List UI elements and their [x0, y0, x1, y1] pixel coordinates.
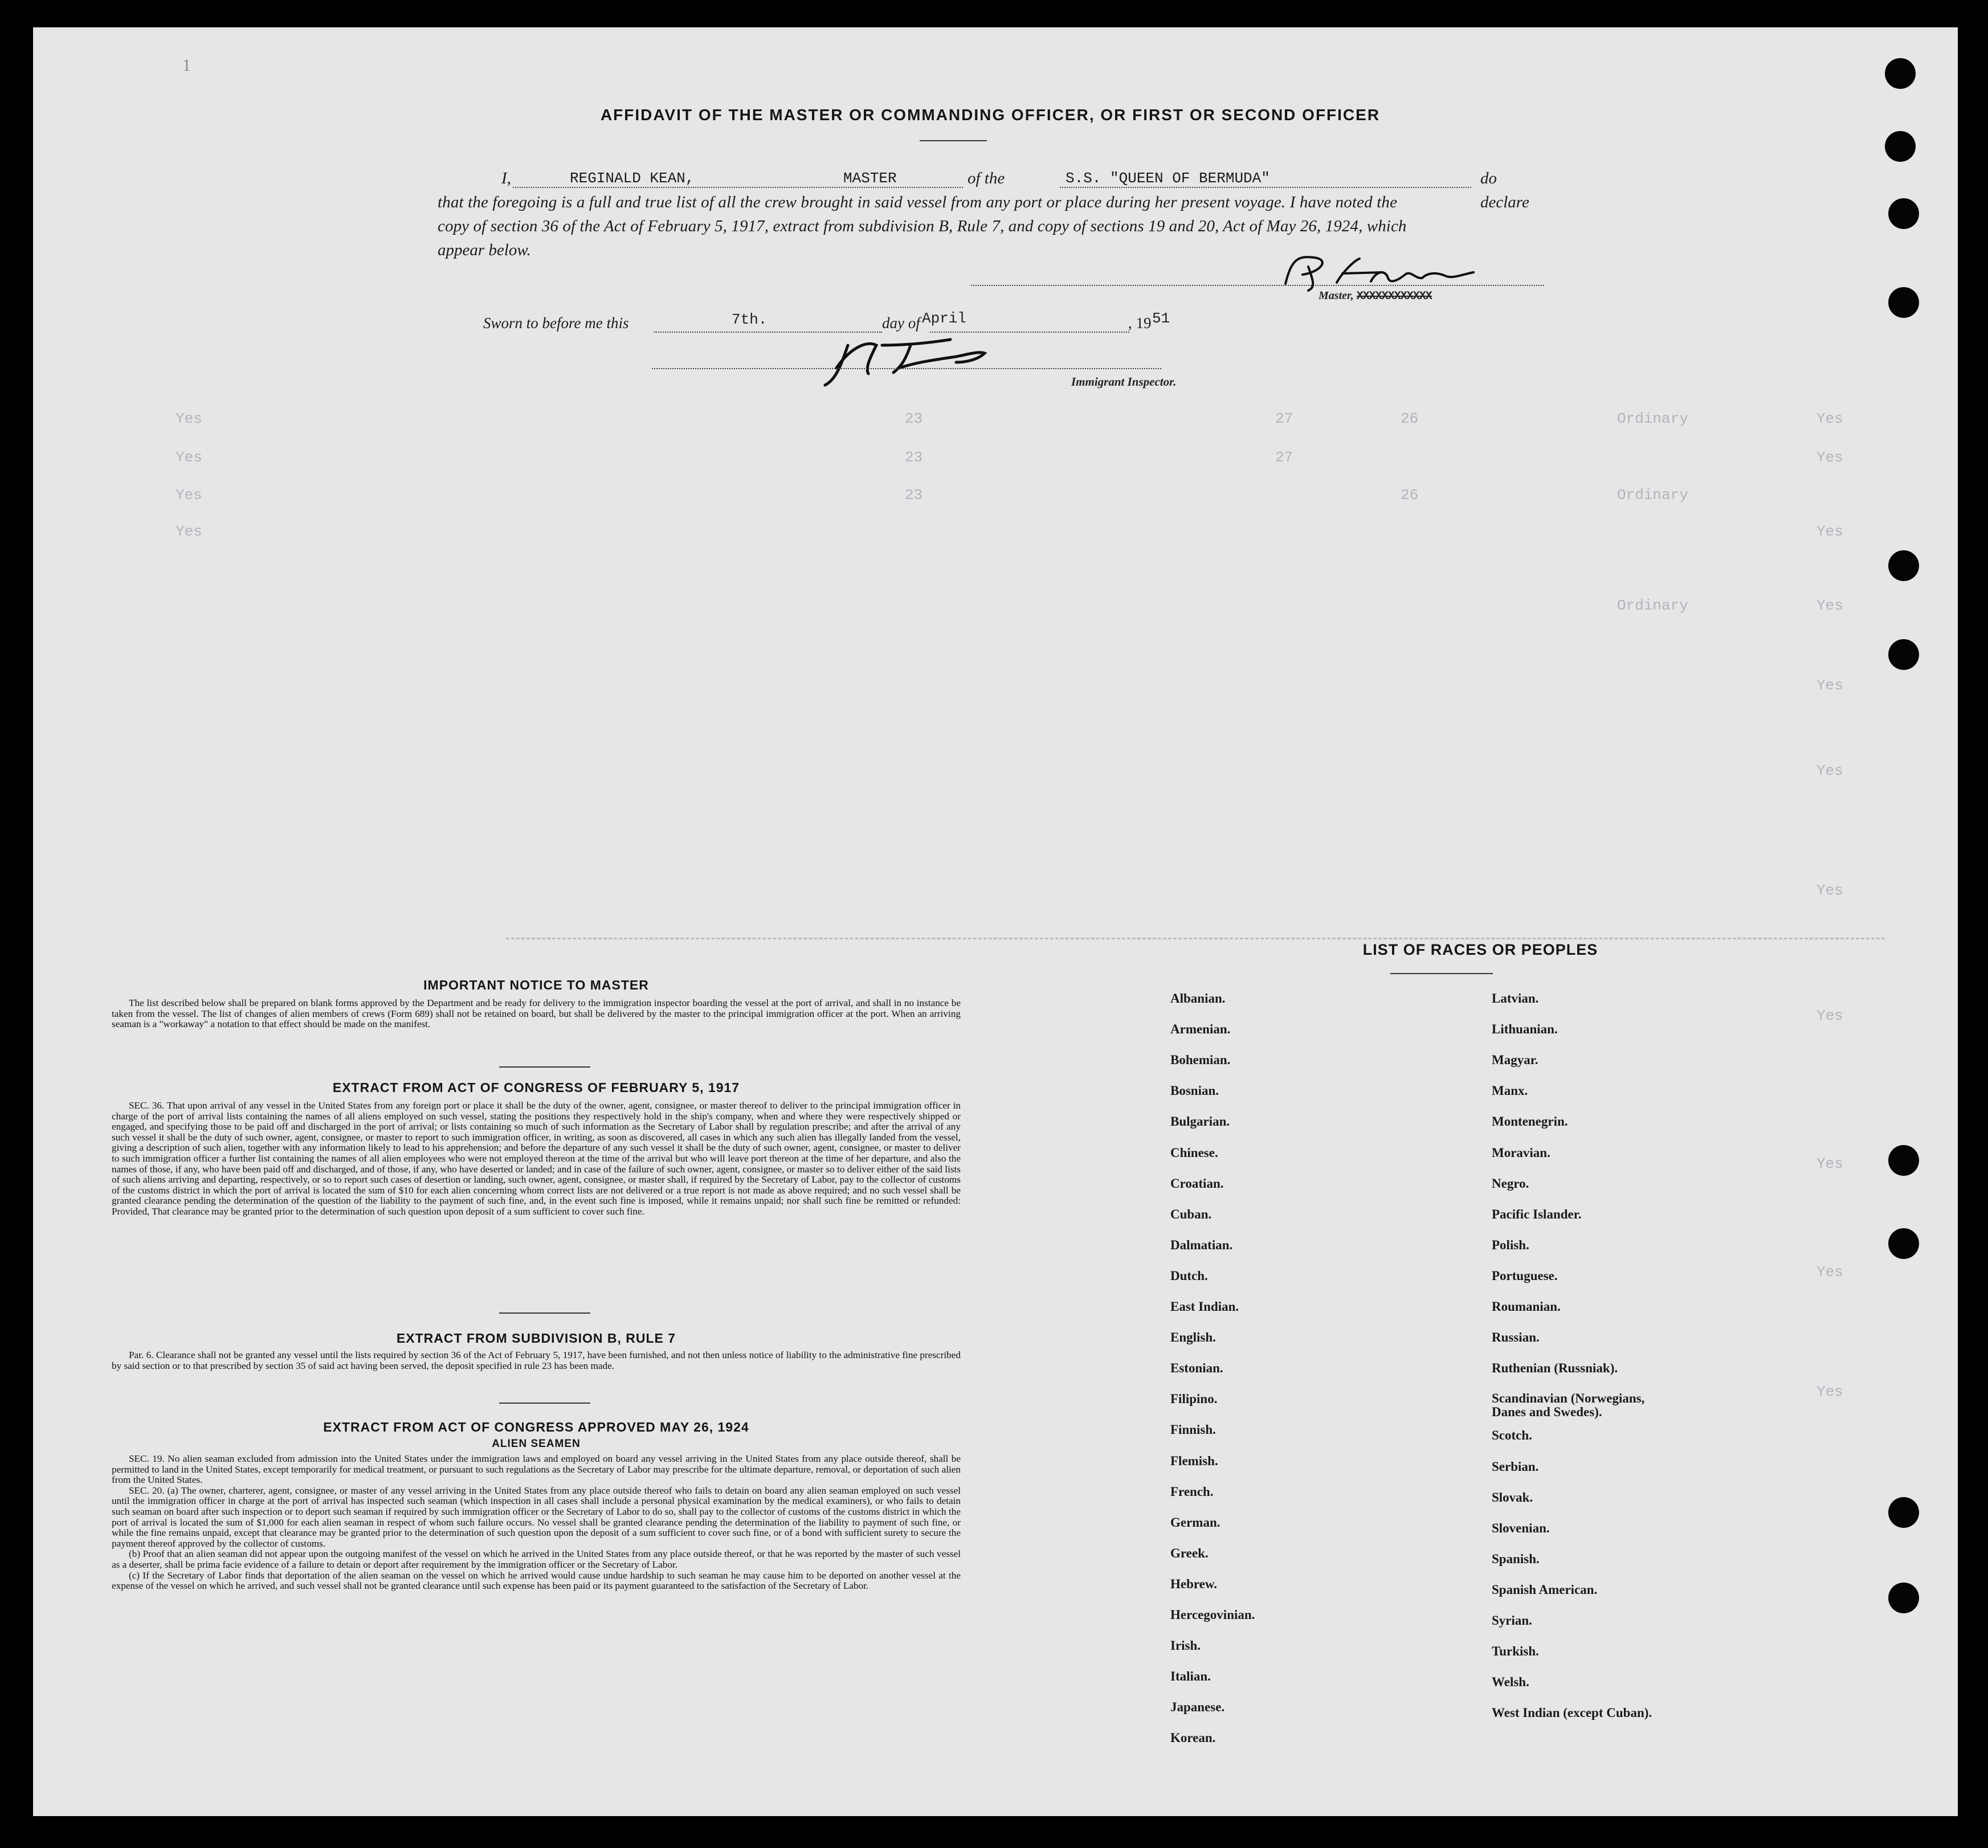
inspector-caption: Immigrant Inspector.	[1071, 375, 1177, 389]
par-6-text: Par. 6. Clearance shall not be granted any vessel until the lists required by section 36 of the Act of February 5, 1917, have been furnished, and not then unless notice of liability to the administrative fine prescribed by said section or to that prescribed by section 35 of said act having been served, the deposit specified in rule 23 has been made.	[112, 1350, 961, 1371]
vessel-name: S.S. "QUEEN OF BERMUDA"	[1066, 170, 1270, 187]
race-item: Bosnian.	[1170, 1084, 1219, 1098]
race-item: Latvian.	[1492, 991, 1539, 1005]
race-item: Bohemian.	[1170, 1053, 1231, 1068]
race-item: Russian.	[1492, 1330, 1540, 1345]
race-item: Dutch.	[1170, 1268, 1208, 1283]
race-item: Serbian.	[1492, 1459, 1539, 1474]
sec-20a-text: SEC. 20. (a) The owner, charterer, agent, consignee, or master of any vessel arriving in the United States from any place outside thereof who fails to detain on board any alien seaman employed on such vessel until the immigration officer in charge at the port of arrival has inspected such seaman (which inspection in all cases shall include a personal physical examination by the medical examiners), or who fails to detain such seaman on board after such inspection or to deport such seaman if required by such immigration officer or the Secretary of Labor to do so, shall pay to the collector of customs of the customs district in which the port of arrival is located the sum of $1,000 for each alien seaman in respect of whom such failure occurs. No vessel shall be granted clearance pending the determination of the liability to payment of such fine, or while the fine remains unpaid, except that clearance may be granted prior to the determination of such question upon the deposit of a sum sufficient to cover such fine, or of a bond with sufficient surety to secure the payment thereof approved by the collector of customs.	[112, 1485, 961, 1549]
sec-20c-text: (c) If the Secretary of Labor finds that deportation of the alien seaman on the vessel on which he arrived would cause undue hardship to such seaman he may cause him to be deported on another vessel at the expense of the vessel on which he arrived, and such vessel shall not be granted clearance until such expense has been paid or its payment guaranteed to the satisfaction of the Secretary of Labor.	[112, 1569, 961, 1592]
sworn-month: April	[922, 310, 967, 327]
race-item: Scotch.	[1492, 1428, 1532, 1443]
race-item: Finnish.	[1170, 1422, 1216, 1437]
do-declare-label: do declare	[1480, 169, 1529, 211]
race-item: Filipino.	[1170, 1392, 1218, 1407]
race-item: Greek.	[1170, 1546, 1209, 1560]
race-item: Polish.	[1492, 1237, 1529, 1252]
master-rank: MASTER	[843, 170, 897, 187]
binder-hole	[1888, 639, 1919, 670]
race-item: Irish.	[1170, 1638, 1201, 1653]
day-of-label: day of	[882, 314, 920, 332]
race-item: Syrian.	[1492, 1613, 1532, 1628]
race-item: Albanian.	[1170, 991, 1226, 1005]
race-item: Hebrew.	[1170, 1576, 1217, 1591]
sworn-year: 51	[1152, 310, 1170, 327]
year-prefix: , 19	[1128, 314, 1152, 332]
binder-hole	[1888, 1497, 1919, 1528]
race-item: Moravian.	[1492, 1145, 1550, 1160]
binder-hole	[1888, 1228, 1919, 1259]
race-item: Lithuanian.	[1492, 1022, 1558, 1037]
sworn-day: 7th.	[732, 311, 768, 328]
sec-19-text: SEC. 19. No alien seaman excluded from admission into the United States under the immigration laws and employed on board any vessel arriving in the United States from any place outside thereof, shall be permitted to land in the United States, except temporarily for medical treatment, or pursuant to such regulations as the Secretary of Labor may prescribe for the ultimate departure, removal, or deportation of such alien from the United States.	[112, 1453, 961, 1486]
of-the-label: of the	[968, 169, 1005, 187]
inspector-line	[652, 368, 1161, 369]
races-heading: LIST OF RACES OR PEOPLES	[1362, 941, 1598, 958]
binder-hole	[1888, 1145, 1919, 1176]
races-divider	[1390, 973, 1493, 974]
declaration-line-2: that the foregoing is a full and true list of all the crew brought in said vessel from any port or place during her present voyage. I have noted the	[438, 193, 1398, 211]
race-item: French.	[1170, 1484, 1214, 1499]
race-item: Cuban.	[1170, 1207, 1212, 1221]
race-item: Turkish.	[1492, 1644, 1539, 1659]
notice-body	[112, 998, 961, 1030]
race-item: Magyar.	[1492, 1053, 1538, 1068]
race-item: Montenegrin.	[1492, 1114, 1568, 1129]
race-item: Slovak.	[1492, 1490, 1533, 1504]
master-caption	[1318, 289, 1432, 303]
binder-hole	[1888, 287, 1919, 318]
struck-title: XXXXXXXXXXXX	[1356, 290, 1432, 303]
extract-1917-body	[112, 1101, 961, 1217]
section-divider	[499, 1313, 590, 1314]
race-item: Croatian.	[1170, 1176, 1224, 1191]
binder-hole	[1888, 550, 1919, 581]
race-item: Pacific Islander.	[1492, 1207, 1582, 1221]
binder-hole	[1885, 58, 1916, 89]
race-item: Flemish.	[1170, 1453, 1218, 1468]
master-name: REGINALD KEAN,	[570, 170, 695, 187]
affidavit-heading: AFFIDAVIT OF THE MASTER OR COMMANDING OFFICER, OR FIRST OR SECOND OFFICER	[600, 106, 1381, 124]
race-item: East Indian.	[1170, 1299, 1239, 1314]
sworn-label: Sworn to before me this	[483, 314, 629, 332]
race-item: Korean.	[1170, 1731, 1216, 1745]
extract-1924-body	[112, 1454, 961, 1592]
race-item: Spanish American.	[1492, 1582, 1598, 1597]
extract-1917-heading: EXTRACT FROM ACT OF CONGRESS OF FEBRUARY 5, 1917	[332, 1080, 740, 1095]
binder-hole	[1888, 198, 1919, 229]
binder-hole	[1885, 131, 1916, 162]
race-item: German.	[1170, 1515, 1220, 1530]
master-caption-label: Master,	[1318, 289, 1354, 302]
race-item: English.	[1170, 1330, 1216, 1345]
notice-text: The list described below shall be prepared on blank forms approved by the Department and be ready for delivery to the immigration inspector boarding the vessel at the port of arrival, and shall in no instance be taken from the vessel. The list of changes of alien members of crews (Form 689) shall not be retained on board, but shall be delivered by the master to the principal immigration officer at the port. When an arriving seaman is a "workaway" a notation to that effect should be made on the manifest.	[112, 997, 961, 1030]
race-item: Bulgarian.	[1170, 1114, 1230, 1129]
race-item: Negro.	[1492, 1176, 1529, 1191]
race-item: Portuguese.	[1492, 1268, 1558, 1283]
sec-36-text: SEC. 36. That upon arrival of any vessel in the United States from any foreign port or place it shall be the duty of the owner, agent, consignee, or master thereof to deliver to the principal immigration officer in charge of the port of arrival lists containing the names of all aliens employed on such vessel, stating the positions they respectively hold in the ship's company, when and where they were respectively shipped or engaged, and specifying those to be paid off and discharged in the port of arrival; or lists containing so much of such information as the Secretary of Labor shall by regulation prescribe; and after the arrival of any such vessel it shall be the duty of such owner, agent, consignee, or master to report to such immigration officer, in writing, as soon as discovered, all cases in which any such alien has illegally landed from the vessel, giving a description of such alien, together with any information likely to lead to his apprehension; and before the departure of any such vessel it shall be the duty of such owner, agent, consignee, or master to deliver to such immigration officer a further list containing the names of all alien employees who were not employed thereon at the time of the arrival but who will leave port thereon at the time of her departure, and also the names of those, if any, who have been paid off and discharged, and of those, if any, who have deserted or landed; and in case of the failure of such owner, agent, consignee, or master so to deliver either of the said lists of such aliens arriving and departing, respectively, or so to report such cases of desertion or landing, such owner, agent, consignee, or master shall, if required by the Secretary of Labor, pay to the collector of customs of the customs district in which the port of arrival is located the sum of $10 for each alien concerning whom correct lists are not delivered or a true report is not made as above required; and no such vessel shall be granted clearance pending the determination of the question of the liability to the payment of such fine, and, in the event such fine is imposed, while it remains unpaid; nor shall such fine be remitted or refunded: Provided, That clearance may be granted prior to the determination of such question upon deposit of a sum sufficient to cover such fine.	[112, 1100, 961, 1217]
race-item: Dalmatian.	[1170, 1237, 1233, 1252]
declaration-line-4: appear below.	[438, 241, 531, 259]
race-item: Scandinavian (Norwegians, Danes and Swedes).	[1492, 1391, 1645, 1420]
race-item: Chinese.	[1170, 1145, 1218, 1160]
race-item: Slovenian.	[1492, 1520, 1550, 1535]
section-divider	[499, 1066, 590, 1068]
race-item: Spanish.	[1492, 1551, 1540, 1566]
race-item: Ruthenian (Russniak).	[1492, 1361, 1618, 1376]
race-item: Japanese.	[1170, 1700, 1225, 1715]
race-item: Welsh.	[1492, 1675, 1529, 1690]
fill-line	[1060, 187, 1471, 188]
section-divider	[499, 1403, 590, 1404]
declaration-line-3: copy of section 36 of the Act of February 5, 1917, extract from subdivision B, Rule 7, and copy of sections 19 and 20, Act of May 26, 1924, which	[438, 217, 1407, 235]
master-signature	[1274, 250, 1479, 295]
race-item: Armenian.	[1170, 1022, 1231, 1037]
fill-line	[513, 187, 963, 188]
race-item: Italian.	[1170, 1669, 1211, 1684]
extract-1924-heading: EXTRACT FROM ACT OF CONGRESS APPROVED MAY 26, 1924	[323, 1420, 749, 1434]
notice-heading: IMPORTANT NOTICE TO MASTER	[423, 978, 649, 992]
alien-seamen-subheading: ALIEN SEAMEN	[492, 1438, 581, 1450]
race-item: Manx.	[1492, 1084, 1528, 1098]
document-page: Yes Yes Yes Yes 23 23 23 27 27 26 26 Yes Yes Yes Yes Yes Yes Yes Yes Yes Yes Yes Ordinary Ordinary Ordinary 1 AFFIDAVIT OF THE MASTER OR COMMANDING OFFICER, OR FIRST OR SECOND OFFICER I, REGINALD KEAN, MASTER of the S.S. "QUEEN OF BERMUDA" do declare that the foregoing is a full and true list of all the crew brought in said vessel from any port or place during her present voyage. I have noted the copy of section 36 of the Act of February 5, 1917, extract from subdivision B, Rule 7, and copy of sections 19 and 20, Act of May 26, 1924, which appear below. Master, XXXXXXXXXXXX Sworn to before me this 7th. day of April , 19 51 Immigrant Inspector. IMPORTANT NOTICE TO MASTER The list described below shall be prepared on blank forms approved by the Department and be ready for delivery to the immigration inspector boarding the vessel at the port of arrival, and shall in no instance be taken from the vessel. The list of changes of alien members of crews (Form 689) shall not be retained on board, but shall be delivered by the master to the principal immigration officer at the port. When an arriving seaman is a "workaway" a notation to that effect should be made on the manifest. EXTRACT FROM ACT OF CONGRESS OF FEBRUARY 5, 1917 SEC. 36. That upon arrival of any vessel in the United States from any foreign port or place it shall be the duty of the owner, agent, consignee, or master thereof to deliver to the principal immigration officer in charge of the port of arrival lists containing the names of all aliens employed on such vessel, stating the positions they respectively hold in the ship's company, when and where they were respectively shipped or engaged, and specifying those to be paid off and discharged in the port of arrival; or lists containing so much of such information as the Secretary of Labor shall by regulation prescribe; and after the arrival of any such vessel it shall be the duty of such owner, agent, consignee, or master to report to such immigration officer, in writing, as soon as discovered, all cases in which any such alien has illegally landed from the vessel, giving a description of such alien, together with any information likely to lead to his apprehension; and before the departure of any such vessel it shall be the duty of such owner, agent, consignee, or master to deliver to such immigration officer a further list containing the names of all alien employees who were not employed thereon at the time of the arrival but who will leave port thereon at the time of her departure, and also the names of those, if any, who have been paid off and discharged, and of those, if any, who have deserted or landed; and in case of the failure of such owner, agent, consignee, or master so to deliver either of the said lists of such aliens arriving and departing, respectively, or so to report such cases of desertion or landing, such owner, agent, consignee, or master shall, if required by the Secretary of Labor, pay to the collector of customs of the customs district in which the port of arrival is located the sum of $10 for each alien concerning whom correct lists are not delivered or a true report is not made as above required; and no such vessel shall be granted clearance pending the determination of the question of the liability to the payment of such fine, and, in the event such fine is imposed, while it remains unpaid; nor shall such fine be remitted or refunded: Provided, That clearance may be granted prior to the determination of such question upon deposit of a sum sufficient to cover such fine. EXTRACT FROM SUBDIVISION B, RULE 7 Par. 6. Clearance shall not be granted any vessel until the lists required by section 36 of the Act of February 5, 1917, have been furnished, and not then unless notice of liability to the administrative fine prescribed by said section or to that prescribed by section 35 of said act having been served, the deposit specified in rule 23 has been made. EXTRACT FROM ACT OF CONGRESS APPROVED MAY 26, 1924 ALIEN SEAMEN SEC. 19. No alien seaman excluded from admission into the United States under the immigration laws and employed on board any vessel arriving in the United States from any place outside thereof, shall be permitted to land in the United States, except temporarily for medical treatment, or pursuant to such regulations as the Secretary of Labor may prescribe for the ultimate departure, removal, or deportation of such alien from the United States. SEC. 20. (a) The owner, charterer, agent, consignee, or master of any vessel arriving in the United States from any place outside thereof who fails to detain on board any alien seaman employed on such vessel until the immigration officer in charge at the port of arrival has inspected such seaman (which inspection in all cases shall include a personal physical examination by the medical examiners), or who fails to detain such seaman on board after such inspection or to deport such seaman if required by such immigration officer or the Secretary of Labor to do so, shall pay to the collector of customs of the customs district in which the port of arrival is located the sum of $1,000 for each alien seaman in respect of whom such failure occurs. No vessel shall be granted clearance pending the determination of the liability to payment of such fine, or while the fine remains unpaid, except that clearance may be granted prior to the determination of such question upon the deposit of a sum sufficient to cover such fine, or of a bond with sufficient surety to secure the payment thereof approved by the collector of customs. (b) Proof that an alien seaman did not appear upon the outgoing manifest of the vessel on which he arrived in the United States from any place outside thereof, or that he was reported by the master of such vessel as a deserter, shall be prima facie evidence of a failure to detain or deport after requirement by the immigration officer or the Secretary of Labor. (c) If the Secretary of Labor finds that deportation of the alien seaman on the vessel on which he arrived would cause undue hardship to such seaman he may cause him to be deported on another vessel at the expense of the vessel on which he arrived, and such vessel shall not be granted clearance until such expense has been paid or its payment guaranteed to the satisfaction of the Secretary of Labor. LIST OF RACES OR PEOPLES Albanian. Armenian. Bohemian. Bosnian. Bulgarian. Chinese. Croatian. Cuban. Dalmatian. Dutch. East Indian. English. Estonian. Filipino. Finnish. Flemish. French. German. Greek. Hebrew. Hercegovinian. Irish. Italian. Japanese. Korean. Latvian. Lithuanian. Magyar. Manx. Montenegrin. Moravian. Negro. Pacific Islander. Polish. Portuguese. Roumanian. Russian. Ruthenian (Russniak). Scandinavian (Norwegians, Danes and Swedes). Scotch. Serbian. Slovak. Slovenian. Spanish. Spanish American. Syrian. Turkish. Welsh. West Indian (except Cuban).	[33, 27, 1958, 1816]
race-item: Hercegovinian.	[1170, 1608, 1255, 1622]
sec-20b-text: (b) Proof that an alien seaman did not appear upon the outgoing manifest of the vessel on which he arrived in the United States from any place outside thereof, or that he was reported by the master of such vessel as a deserter, shall be prima facie evidence of a failure to detain or deport after requirement by the immigration officer or the Secretary of Labor.	[112, 1548, 961, 1570]
rule-7-body	[112, 1350, 961, 1371]
heading-divider	[920, 140, 987, 141]
binder-hole	[1888, 1583, 1919, 1613]
page-mark: 1	[182, 56, 191, 75]
race-item: West Indian (except Cuban).	[1492, 1706, 1652, 1720]
race-item: Roumanian.	[1492, 1299, 1561, 1314]
rule-7-heading: EXTRACT FROM SUBDIVISION B, RULE 7	[396, 1331, 676, 1346]
inspector-signature	[814, 328, 1019, 391]
race-item: Estonian.	[1170, 1361, 1223, 1376]
prefix-i: I,	[501, 169, 511, 187]
